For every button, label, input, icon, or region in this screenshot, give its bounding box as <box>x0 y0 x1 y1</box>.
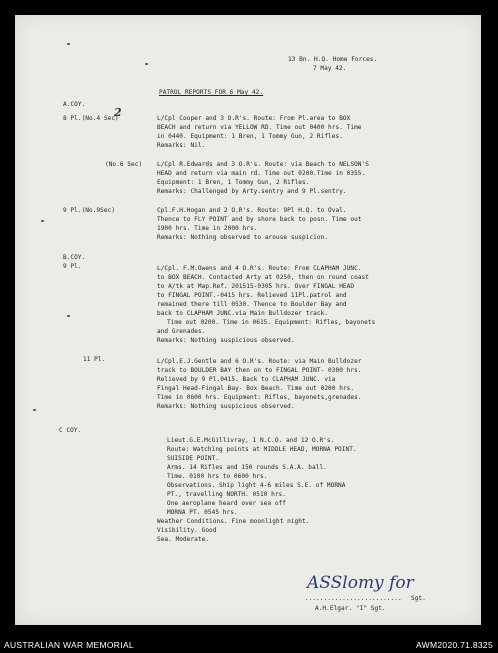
report-11-pl-line: L/Cpl.E.J.Gentle and 6 O.R's. Route: via Main Bulldozer <box>157 358 362 365</box>
report-c-coy-line: PT., travelling NORTH. 0510 hrs. <box>167 491 286 498</box>
report-c-coy-line: Lieut.G.E.McGillivray, 1 N.C.O. and 12 O.R's. <box>167 437 335 444</box>
report-11-pl-line: Remarks: Nothing suspicious observed. <box>157 403 295 410</box>
report-8-pl-line: in 0440. Equipment: 1 Bren, 1 Tommy Gun, 2 Rifles. <box>157 133 343 140</box>
report-11-pl-line: Fingal Head-Fingal Bay- Box Beach. Time out 0200 hrs. <box>157 385 355 392</box>
report-6-sec-line: HEAD and return via main rd. Time out 0200.Time in 0355. <box>157 170 366 177</box>
report-9-pl-b-line: to FINGAL POINT.-0415 hrs. Relieved 11Pl.patrol and <box>157 292 347 299</box>
report-9-pl-b-line: Time out 0200. Time in 0615. Equipment: Rifles, bayonets <box>167 319 376 326</box>
report-6-sec-line: L/Cpl R.Edwards and 3 O.R's. Route: via Beach to NELSON'S <box>157 161 369 168</box>
report-c-coy-line: Weather Conditions. Fine moonlight night. <box>157 518 310 525</box>
hole-mark <box>41 220 44 222</box>
report-9-pl-b-line: to BOX BEACH. Contacted Arty at 0250, then on round coast <box>157 274 369 281</box>
report-9-pl-b-line: L/Cpl. F.M.Owens and 4 O.R's. Route: From CLAPHAM JUNC. <box>157 265 362 272</box>
section-c-coy: C COY. <box>59 427 82 434</box>
report-11-pl-line: Relieved by 9 Pl.0415. Back to CLAPHAM JUNC. via <box>157 376 336 383</box>
report-6-sec-line: Remarks: Challenged by Arty.sentry and 9 Pl.sentry. <box>157 188 347 195</box>
report-c-coy-line: SUISIDE POINT. <box>167 455 220 462</box>
report-c-coy-line: Arms. 14 Rifles and 150 rounds S.A.A. ball. <box>167 464 327 471</box>
report-c-coy-line: One aeroplane heard over sea off <box>167 500 286 507</box>
section-b-coy: B.COY. <box>63 254 86 261</box>
report-6-sec-line: Equipment: 1 Bren, 1 Tommy Gun, 2 Rifles. <box>157 179 310 186</box>
hole-mark <box>67 315 70 317</box>
hole-mark <box>33 409 36 411</box>
header-unit: 13 Bn. H.Q. Home Forces. <box>288 56 378 63</box>
label-8-pl: 8 Pl.(No.4 Sec) <box>63 115 119 122</box>
signature-rank: Sgt. <box>411 595 426 602</box>
report-9-pl-a-line: Cpl.F.H.Hogan and 2 O.R's. Route: 9Pl H.Q. to Oval. <box>157 207 347 214</box>
report-9-pl-b-line: Remarks: Nothing suspicious observed. <box>157 337 295 344</box>
report-8-pl-line: BEACH and return via YELLOW RD. Time out 0400 hrs. Time <box>157 124 362 131</box>
report-11-pl-line: Time in 0600 hrs. Equipment: Rifles, bayonets,grenades. <box>157 394 362 401</box>
document-title: PATROL REPORTS FOR 6 May 42. <box>159 89 264 96</box>
report-9-pl-b-line: back to CLAPHAM JUNC.via Main Bulldozer track. <box>157 310 329 317</box>
label-6-sec: (No.6 Sec) <box>105 161 143 168</box>
report-9-pl-b-line: and Grenades. <box>157 328 206 335</box>
signature-line: .......................... <box>305 595 402 602</box>
report-c-coy-line: MORNA PT. 0545 hrs. <box>167 509 238 516</box>
report-c-coy-line: Route: Watching points at MIDDLE HEAD, MORNA POINT. <box>167 446 357 453</box>
handwritten-signature: ASSlomy for <box>307 573 414 593</box>
label-9-pl-a: 9 Pl.(No.9Sec) <box>63 207 116 214</box>
hole-mark <box>145 63 148 65</box>
report-9-pl-b-line: to A/tk at Map.Ref. 201515-0305 hrs. Over FINGAL HEAD <box>157 283 355 290</box>
report-c-coy-line: Sea. Moderate. <box>157 536 210 543</box>
report-c-coy-line: Visibility. Good <box>157 527 217 534</box>
archive-caption-right: AWM2020.71.8325 <box>416 640 493 650</box>
section-a-coy: A.COY. <box>63 101 86 108</box>
report-8-pl-line: L/Cpl Cooper and 3 O.R's. Route: From Pl.area to BOX <box>157 115 351 122</box>
report-9-pl-a-line: Remarks: Nothing observed to arouse suspicion. <box>157 234 329 241</box>
handwritten-number: 2 <box>114 106 122 119</box>
report-9-pl-a-line: 1900 hrs. Time in 2000 hrs. <box>157 225 258 232</box>
header-date: 7 May 42. <box>313 65 347 72</box>
archive-caption-left: AUSTRALIAN WAR MEMORIAL <box>4 640 134 650</box>
report-8-pl-line: Remarks: Nil. <box>157 142 206 149</box>
report-9-pl-a-line: Thence to FLY POINT and by shore back to posn. Time out <box>157 216 362 223</box>
report-c-coy-line: Observations. Ship light 4-6 miles S.E. of MORNA <box>167 482 346 489</box>
report-c-coy-line: Time. 0100 hrs to 0600 hrs. <box>167 473 268 480</box>
label-9-pl-b: 9 Pl. <box>63 263 82 270</box>
label-11-pl: 11 Pl. <box>83 356 106 363</box>
document-page <box>15 15 481 625</box>
report-11-pl-line: track to BOULDER BAY then on to FINGAL POINT- 0300 hrs. <box>157 367 362 374</box>
report-9-pl-b-line: remained there till 0530. Thence to Boulder Bay and <box>157 301 347 308</box>
signature-name: A.H.Elgar. "I" Sgt. <box>315 605 386 612</box>
hole-mark <box>67 43 70 45</box>
